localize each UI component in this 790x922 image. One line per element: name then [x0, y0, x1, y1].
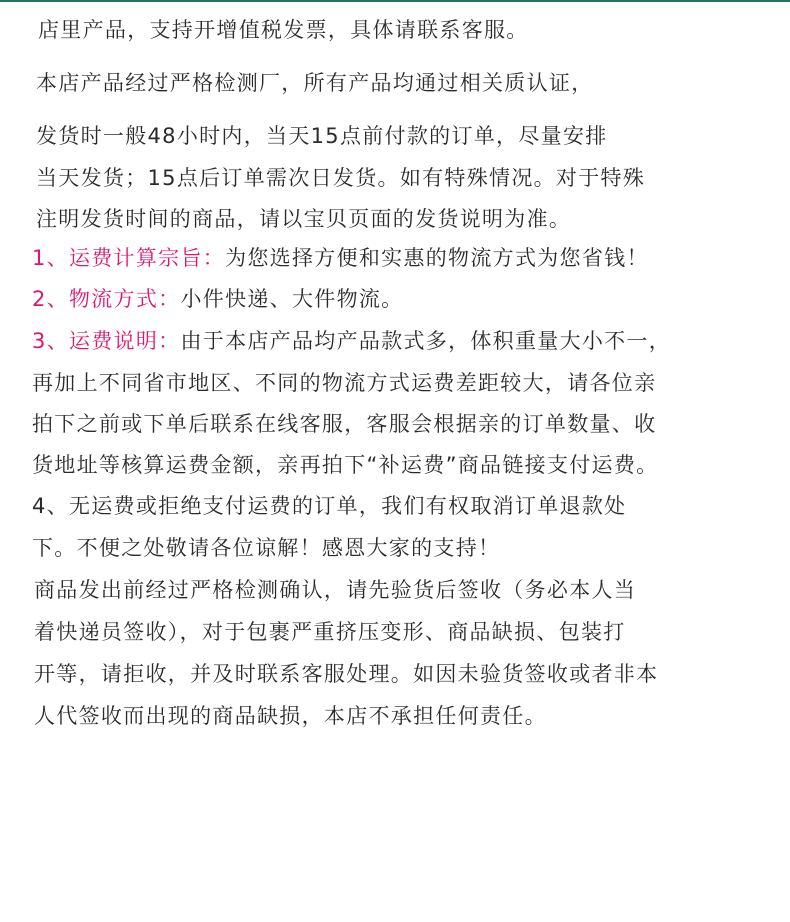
freight-explanation [32, 326, 671, 356]
logistics-method-text: 小件快递、大件物流。 [180, 287, 404, 311]
freight-explanation-line: 再加上不同省市地区、不同的物流方式运费差距较大，请各位亲 [32, 371, 657, 395]
receipt-policy-line: 开等，请拒收，并及时联系客服处理。如因未验货签收或者非本 [34, 662, 659, 686]
freight-principle-text: 为您选择方便和实惠的物流方式为您省钱！ [225, 246, 649, 270]
shipping-note-line: 当天发货；15点后订单需次日发货。如有特殊情况。对于特殊 [36, 166, 646, 190]
receipt-policy-line: 商品发出前经过严格检测确认，请先验货后签收（务必本人当 [34, 578, 637, 602]
refund-policy-line: 下。不便之处敬请各位谅解！感恩大家的支持！ [32, 536, 501, 560]
receipt-policy-line: 着快递员签收），对于包裹严重挤压变形、商品缺损、包装打 [34, 620, 626, 644]
shipping-note-line: 发货时一般48小时内，当天15点前付款的订单，尽量安排 [36, 124, 608, 148]
freight-explanation-heading: 3、运费说明： [32, 329, 181, 353]
logistics-method-heading: 2、物流方式： [32, 287, 181, 311]
freight-explanation-text: 由于本店产品均产品款式多，体积重量大小不一， [180, 329, 672, 353]
shipping-note-line: 注明发货时间的商品，请以宝贝页面的发货说明为准。 [36, 207, 572, 231]
logistics-method [32, 284, 403, 314]
receipt-policy-line: 人代签收而出现的商品缺损，本店不承担任何责任。 [34, 704, 547, 728]
freight-principle-heading: 1、运费计算宗旨： [32, 246, 226, 270]
freight-explanation-line: 货地址等核算运费金额，亲再拍下“补运费”商品链接支付运费。 [32, 453, 659, 477]
quality-note: 本店产品经过严格检测厂，所有产品均通过相关质认证， [36, 71, 594, 95]
freight-explanation-line: 拍下之前或下单后联系在线客服，客服会根据亲的订单数量、收 [32, 412, 657, 436]
freight-principle [32, 243, 649, 273]
top-divider [0, 0, 790, 2]
refund-policy-line: 4、无运费或拒绝支付运费的订单，我们有权取消订单退款处 [32, 494, 627, 518]
invoice-note: 店里产品，支持开增值税发票，具体请联系客服。 [38, 18, 529, 42]
